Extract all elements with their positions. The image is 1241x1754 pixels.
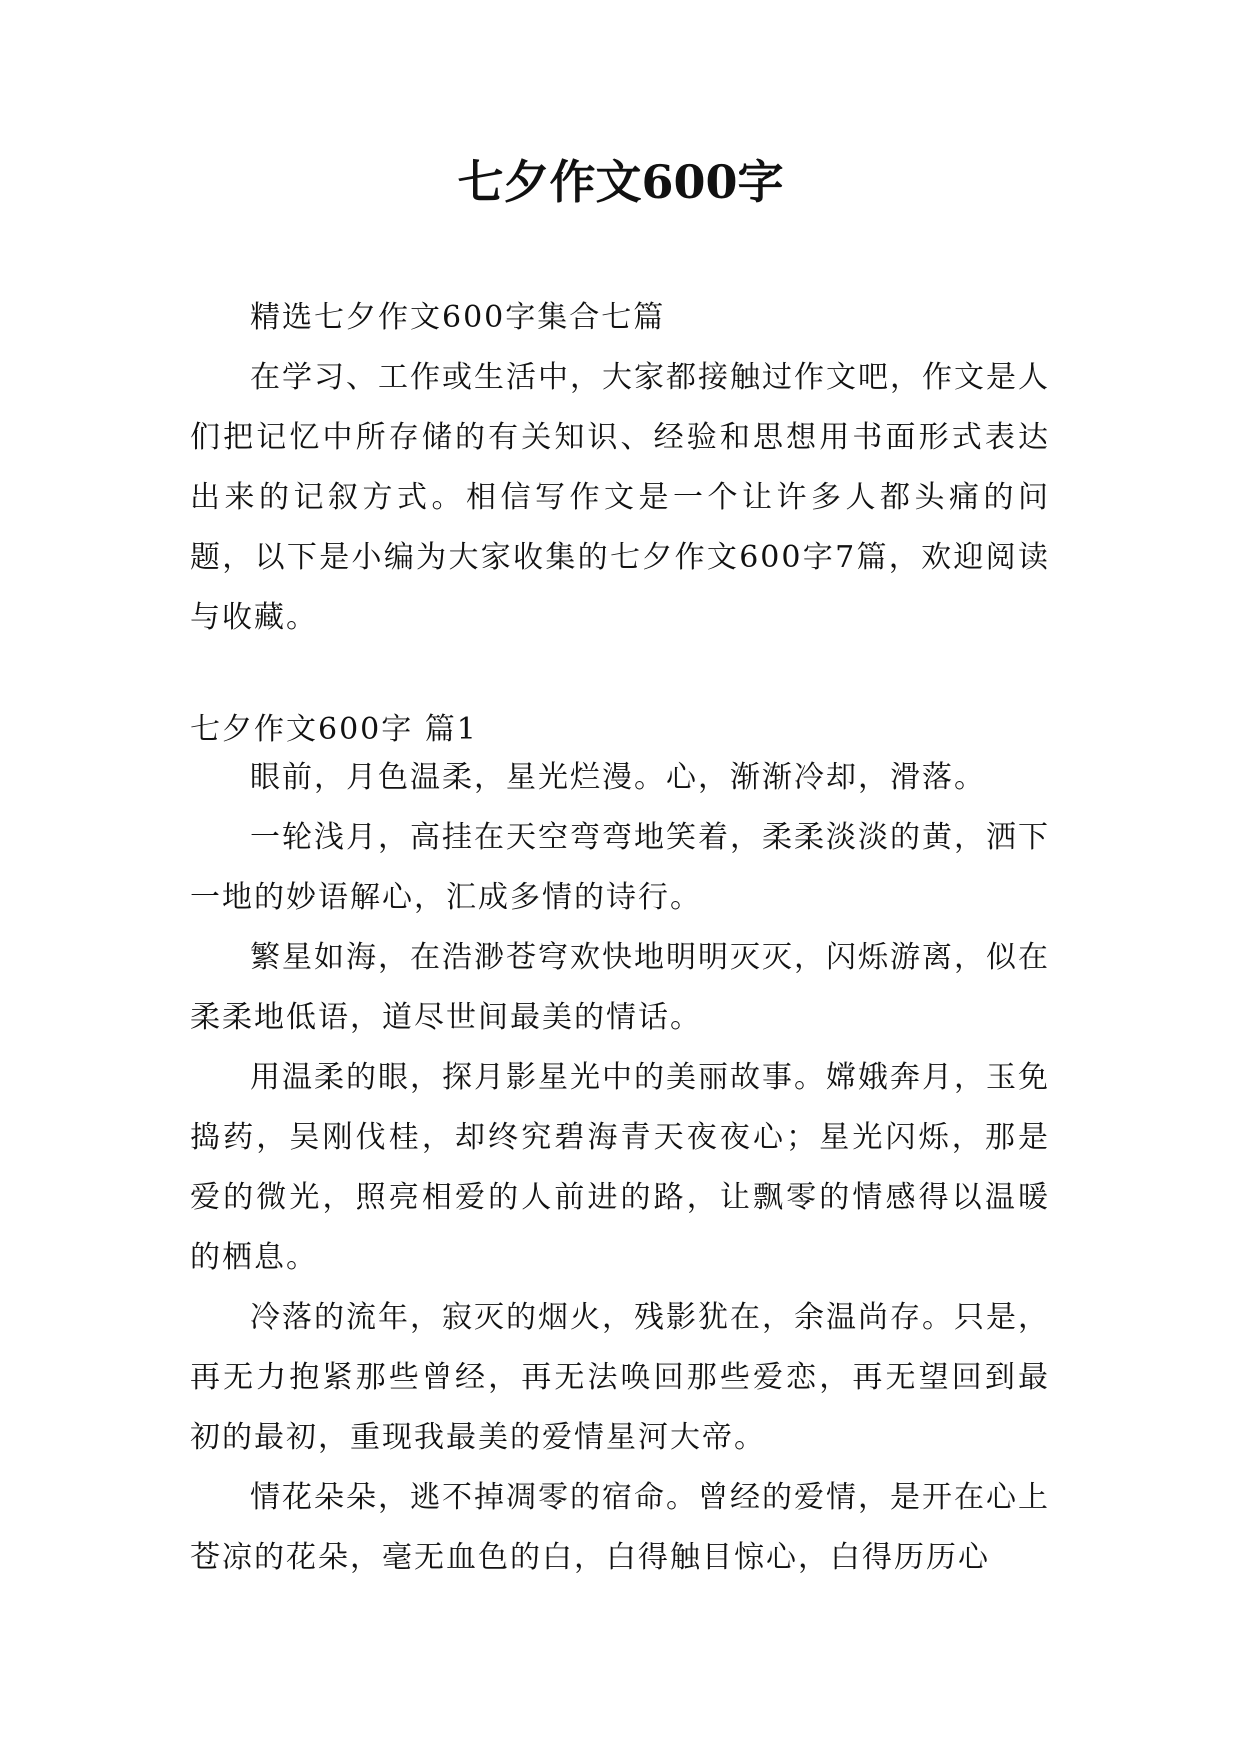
section-paragraph: 情花朵朵，逃不掉凋零的宿命。曾经的爱情，是开在心上苍凉的花朵，毫无血色的白，白得触目惊心，白得历历心 — [190, 1480, 1050, 1575]
intro-block — [190, 348, 1050, 648]
section-paragraph: 眼前，月色温柔，星光烂漫。心，渐渐冷却，滑落。 — [250, 760, 986, 795]
document-title: 七夕作文600字 — [457, 155, 784, 209]
section-body — [190, 748, 1050, 1588]
section-heading: 七夕作文600字 篇1 — [190, 712, 478, 747]
section-paragraph: 一轮浅月，高挂在天空弯弯地笑着，柔柔淡淡的黄，洒下一地的妙语解心，汇成多情的诗行。 — [190, 820, 1050, 915]
section-paragraph: 用温柔的眼，探月影星光中的美丽故事。嫦娥奔月，玉免捣药，吴刚伐桂，却终究碧海青天夜夜心；星光闪烁，那是爱的微光，照亮相爱的人前进的路，让飘零的情感得以温暖的栖息。 — [190, 1060, 1050, 1275]
section-paragraph: 繁星如海，在浩渺苍穹欢快地明明灭灭，闪烁游离，似在柔柔地低语，道尽世间最美的情话。 — [190, 940, 1050, 1035]
document-subtitle-block — [190, 288, 1050, 348]
document-subtitle: 精选七夕作文600字集合七篇 — [250, 300, 666, 335]
section-paragraph: 冷落的流年，寂灭的烟火，残影犹在，余温尚存。只是，再无力抱紧那些曾经，再无法唤回那些爱恋，再无望回到最初的最初，重现我最美的爱情星河大帝。 — [190, 1300, 1050, 1455]
intro-paragraph: 在学习、工作或生活中，大家都接触过作文吧，作文是人们把记忆中所存储的有关知识、经验和思想用书面形式表达出来的记叙方式。相信写作文是一个让许多人都头痛的问题，以下是小编为大家收集的七夕作文600字7篇，欢迎阅读与收藏。 — [190, 360, 1050, 635]
